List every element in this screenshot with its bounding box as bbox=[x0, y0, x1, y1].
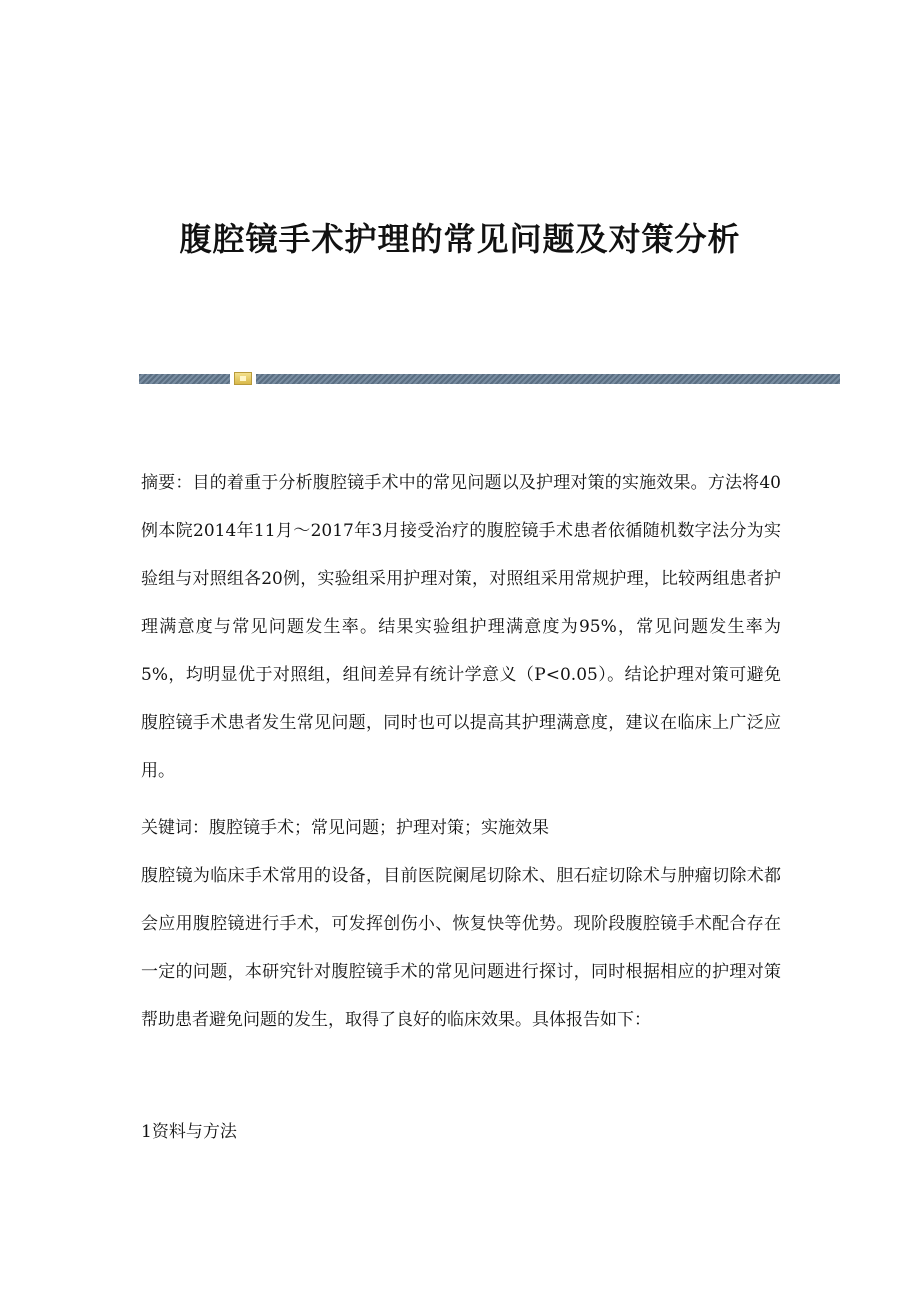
section-heading: 1资料与方法 bbox=[141, 1122, 237, 1142]
title-divider-left bbox=[139, 374, 230, 384]
divider-ornament-icon bbox=[234, 372, 252, 385]
page-title: 腹腔镜手术护理的常见问题及对策分析 bbox=[179, 220, 741, 258]
title-divider-right bbox=[256, 374, 840, 384]
keywords-paragraph: 关键词：腹腔镜手术；常见问题；护理对策；实施效果 bbox=[141, 818, 549, 838]
abstract-paragraph: 摘要：目的着重于分析腹腔镜手术中的常见问题以及护理对策的实施效果。方法将40例本院2014年11月～2017年3月接受治疗的腹腔镜手术患者依循随机数字法分为实验组与对照组各20例，实验组采用护理对策，对照组采用常规护理，比较两组患者护理满意度与常见问题发生率。结果实验组护理满意度为95%，常见问题发生率为5%，均明显优于对照组，组间差异有统计学意义（P<0.05）。结论护理对策可避免腹腔镜手术患者发生常见问题，同时也可以提高其护理满意度，建议在临床上广泛应用。 bbox=[141, 473, 781, 781]
intro-paragraph: 腹腔镜为临床手术常用的设备，目前医院阑尾切除术、胆石症切除术与肿瘤切除术都会应用腹腔镜进行手术，可发挥创伤小、恢复快等优势。现阶段腹腔镜手术配合存在一定的问题，本研究针对腹腔镜手术的常见问题进行探讨，同时根据相应的护理对策帮助患者避免问题的发生，取得了良好的临床效果。具体报告如下： bbox=[141, 866, 781, 1030]
